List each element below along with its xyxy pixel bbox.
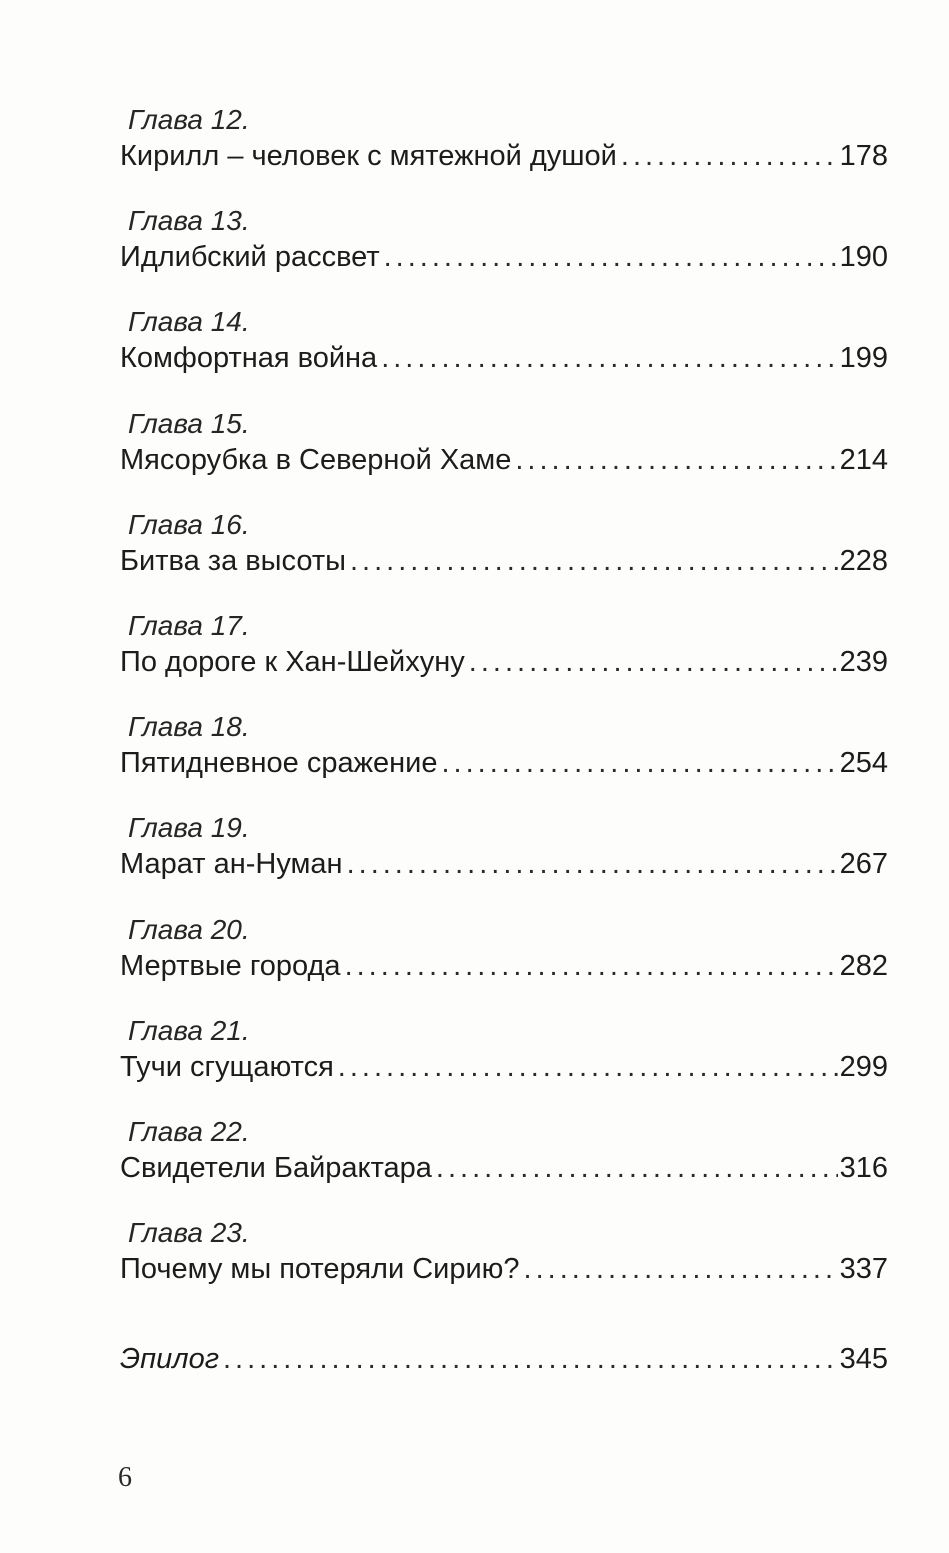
chapter-title: Мертвые города (120, 949, 341, 982)
page-number: 6 (118, 1462, 132, 1493)
chapter-label: Глава 23. (128, 1217, 250, 1249)
toc-line (120, 238, 888, 276)
dot-leader (347, 845, 838, 883)
toc-line (120, 947, 888, 985)
toc-line (120, 1340, 888, 1378)
chapter-label: Глава 16. (128, 508, 250, 540)
chapter-label: Глава 21. (128, 1014, 250, 1046)
page-ref: 228 (839, 544, 888, 577)
dot-leader (436, 1149, 838, 1187)
dot-leader (345, 947, 838, 985)
dot-leader (350, 542, 838, 580)
toc-line (120, 643, 888, 681)
toc-line (120, 744, 888, 782)
chapter-label: Глава 20. (128, 913, 250, 945)
toc-entry-17 (120, 609, 888, 710)
toc-line (120, 339, 888, 377)
epilogue-title: Эпилог (120, 1343, 219, 1375)
chapter-title: Идлибский рассвет (120, 241, 380, 274)
chapter-title: Марат ан-Нуман (120, 848, 343, 881)
page-ref: 190 (839, 241, 888, 274)
toc-entry-22 (120, 1115, 888, 1216)
toc-entry-epilogue (120, 1340, 888, 1378)
chapter-title: Пятидневное сражение (120, 747, 438, 780)
dot-leader (338, 1048, 838, 1086)
chapter-label: Глава 12. (128, 104, 250, 135)
toc-entry-20 (120, 913, 888, 1014)
dot-leader (381, 339, 837, 377)
table-of-contents (120, 103, 888, 1317)
toc-line (120, 542, 888, 580)
toc-entry-13 (120, 204, 888, 305)
page-ref: 199 (839, 342, 888, 375)
chapter-label: Глава 19. (128, 812, 250, 844)
chapter-title: Кирилл – человек с мятежной душой (120, 140, 617, 172)
dot-leader (621, 137, 838, 175)
chapter-title: Тучи сгущаются (120, 1050, 334, 1083)
page-ref: 345 (839, 1343, 888, 1375)
page-ref: 282 (839, 949, 888, 982)
chapter-label: Глава 17. (128, 609, 250, 641)
chapter-title: Свидетели Байрактара (120, 1151, 432, 1184)
page-ref: 239 (839, 645, 888, 678)
toc-line (120, 845, 888, 883)
toc-entry-15 (120, 407, 888, 508)
dot-leader (515, 441, 837, 479)
chapter-label: Глава 15. (128, 407, 250, 439)
toc-entry-12 (120, 103, 888, 204)
toc-entry-16 (120, 508, 888, 609)
dot-leader (441, 744, 837, 782)
chapter-label: Глава 18. (128, 711, 250, 743)
chapter-title: Почему мы потеряли Сирию? (120, 1253, 520, 1286)
chapter-label: Глава 22. (128, 1115, 250, 1147)
toc-entry-19 (120, 811, 888, 912)
toc-line (120, 1250, 888, 1288)
toc-entry-18 (120, 710, 888, 811)
chapter-title: По дороге к Хан-Шейхуну (120, 645, 465, 678)
chapter-title: Битва за высоты (120, 544, 346, 577)
chapter-label: Глава 14. (128, 306, 250, 338)
chapter-label: Глава 13. (128, 205, 250, 237)
page-ref: 267 (839, 848, 888, 881)
page-ref: 299 (839, 1050, 888, 1083)
dot-leader (223, 1340, 838, 1378)
dot-leader (524, 1250, 838, 1288)
chapter-title: Мясорубка в Северной Хаме (120, 443, 512, 476)
toc-line (120, 441, 888, 479)
toc-entry-14 (120, 305, 888, 406)
dot-leader (469, 643, 838, 681)
toc-entry-23 (120, 1216, 888, 1317)
page-ref: 214 (839, 443, 888, 476)
toc-entry-21 (120, 1014, 888, 1115)
chapter-title: Комфортная война (120, 342, 378, 375)
toc-line (120, 1149, 888, 1187)
toc-line (120, 1048, 888, 1086)
page-ref: 337 (839, 1253, 888, 1286)
toc-line (120, 137, 888, 175)
page-ref: 178 (839, 140, 888, 172)
page-ref: 316 (839, 1151, 888, 1184)
dot-leader (384, 238, 838, 276)
page-ref: 254 (839, 747, 888, 780)
